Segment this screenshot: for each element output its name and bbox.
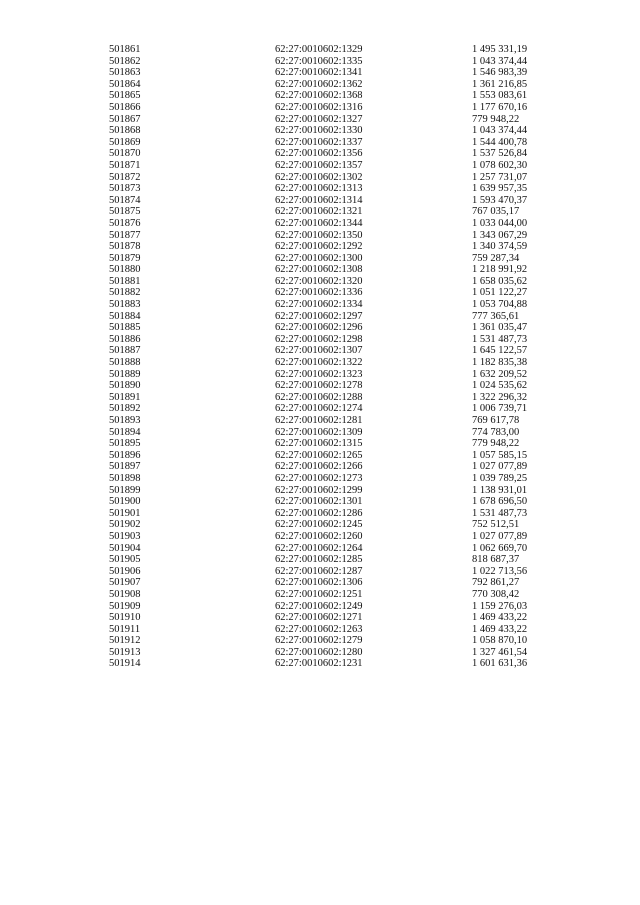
cadastral-number: 62:27:0010602:1265: [275, 449, 363, 461]
cadastral-value: 1 024 535,62: [472, 380, 528, 392]
table-row: [109, 241, 572, 253]
cadastral-number: 62:27:0010602:1251: [275, 588, 363, 600]
cadastral-value: 767 035,17: [472, 206, 520, 218]
cadastral-value: 1 182 835,38: [472, 357, 528, 369]
row-number: 501887: [109, 345, 141, 357]
row-number: 501897: [109, 461, 141, 473]
row-number: 501892: [109, 403, 141, 415]
cadastral-value: 1 658 035,62: [472, 275, 528, 287]
cadastral-value: 1 531 487,73: [472, 507, 528, 519]
cadastral-number: 62:27:0010602:1288: [275, 391, 363, 403]
row-number: 501906: [109, 565, 141, 577]
row-number: 501885: [109, 322, 141, 334]
table-row: [109, 438, 572, 450]
table-row: [109, 322, 572, 334]
cadastral-number: 62:27:0010602:1300: [275, 252, 363, 264]
table-row: [109, 485, 572, 497]
table-row: [109, 345, 572, 357]
table-row: [109, 589, 572, 601]
table-row: [109, 543, 572, 555]
cadastral-value: 1 033 044,00: [472, 217, 528, 229]
table-row: [109, 601, 572, 613]
row-number: 501902: [109, 519, 141, 531]
table-row: [109, 102, 572, 114]
cadastral-value: 1 022 713,56: [472, 565, 528, 577]
cadastral-value: 1 537 526,84: [472, 148, 528, 160]
cadastral-value: 1 039 789,25: [472, 472, 528, 484]
cadastral-number: 62:27:0010602:1350: [275, 229, 363, 241]
table-row: [109, 276, 572, 288]
cadastral-number: 62:27:0010602:1335: [275, 55, 363, 67]
row-number: 501891: [109, 391, 141, 403]
table-row: [109, 647, 572, 659]
cadastral-value: 1 043 374,44: [472, 55, 528, 67]
table-row: [109, 44, 572, 56]
row-number: 501899: [109, 484, 141, 496]
table-row: [109, 56, 572, 68]
cadastral-value: 769 617,78: [472, 415, 520, 426]
cadastral-value: 752 512,51: [472, 519, 520, 531]
table-row: [109, 299, 572, 311]
cadastral-number: 62:27:0010602:1334: [275, 299, 363, 311]
table-row: [109, 264, 572, 276]
table-row: [109, 566, 572, 578]
row-number: 501874: [109, 194, 141, 206]
cadastral-number: 62:27:0010602:1278: [275, 380, 363, 392]
row-number: 501863: [109, 67, 141, 79]
table-row: [109, 334, 572, 346]
cadastral-value: 1 495 331,19: [472, 44, 528, 55]
cadastral-number: 62:27:0010602:1301: [275, 496, 363, 508]
cadastral-value: 1 027 077,89: [472, 461, 528, 473]
cadastral-number: 62:27:0010602:1307: [275, 345, 363, 357]
cadastral-number: 62:27:0010602:1273: [275, 472, 363, 484]
row-number: 501900: [109, 496, 141, 508]
cadastral-number: 62:27:0010602:1357: [275, 159, 363, 171]
table-row: [109, 635, 572, 647]
row-number: 501878: [109, 241, 141, 253]
row-number: 501876: [109, 217, 141, 229]
row-number: 501888: [109, 357, 141, 369]
table-row: [109, 67, 572, 79]
row-number: 501881: [109, 275, 141, 287]
row-number: 501867: [109, 113, 141, 125]
cadastral-value: 774 783,00: [472, 426, 520, 438]
cadastral-value: 1 257 731,07: [472, 171, 528, 183]
row-number: 501862: [109, 55, 141, 67]
cadastral-value: 1 593 470,37: [472, 194, 528, 206]
row-number: 501864: [109, 78, 141, 90]
table-row: [109, 531, 572, 543]
cadastral-number: 62:27:0010602:1263: [275, 623, 363, 635]
cadastral-number: 62:27:0010602:1231: [275, 658, 363, 670]
cadastral-value: 1 078 602,30: [472, 159, 528, 171]
table-row: [109, 369, 572, 381]
cadastral-number: 62:27:0010602:1321: [275, 206, 363, 218]
row-number: 501873: [109, 183, 141, 195]
table-body: [109, 44, 572, 670]
table-row: [109, 183, 572, 195]
cadastral-number: 62:27:0010602:1281: [275, 415, 363, 426]
table-row: [109, 415, 572, 427]
cadastral-number: 62:27:0010602:1344: [275, 217, 363, 229]
row-number: 501883: [109, 299, 141, 311]
cadastral-value: 1 343 067,29: [472, 229, 528, 241]
table-row: [109, 172, 572, 184]
row-number: 501901: [109, 507, 141, 519]
cadastral-value: 1 544 400,78: [472, 136, 528, 148]
cadastral-number: 62:27:0010602:1287: [275, 565, 363, 577]
table-row: [109, 392, 572, 404]
table-row: [109, 206, 572, 218]
cadastral-number: 62:27:0010602:1296: [275, 322, 363, 334]
cadastral-number: 62:27:0010602:1362: [275, 78, 363, 90]
row-number: 501914: [109, 658, 141, 670]
table-row: [109, 658, 572, 670]
cadastral-number: 62:27:0010602:1368: [275, 90, 363, 102]
table-row: [109, 195, 572, 207]
row-number: 501871: [109, 159, 141, 171]
table-row: [109, 311, 572, 323]
cadastral-number: 62:27:0010602:1315: [275, 438, 363, 450]
cadastral-value: 1 177 670,16: [472, 101, 528, 113]
table-row: [109, 427, 572, 439]
row-number: 501911: [109, 623, 141, 635]
row-number: 501898: [109, 472, 141, 484]
row-number: 501913: [109, 646, 141, 658]
cadastral-value: 1 469 433,22: [472, 612, 528, 624]
cadastral-number: 62:27:0010602:1306: [275, 577, 363, 589]
cadastral-value: 1 062 669,70: [472, 542, 528, 554]
row-number: 501910: [109, 612, 141, 624]
table-row: [109, 496, 572, 508]
cadastral-value: 1 469 433,22: [472, 623, 528, 635]
table-row: [109, 461, 572, 473]
cadastral-number: 62:27:0010602:1292: [275, 241, 363, 253]
row-number: 501868: [109, 125, 141, 137]
cadastral-number: 62:27:0010602:1323: [275, 368, 363, 380]
row-number: 501908: [109, 588, 141, 600]
cadastral-number: 62:27:0010602:1313: [275, 183, 363, 195]
table-row: [109, 287, 572, 299]
cadastral-number: 62:27:0010602:1356: [275, 148, 363, 160]
table-row: [109, 612, 572, 624]
table-row: [109, 79, 572, 91]
cadastral-number: 62:27:0010602:1330: [275, 125, 363, 137]
cadastral-number: 62:27:0010602:1280: [275, 646, 363, 658]
row-number: 501872: [109, 171, 141, 183]
cadastral-number: 62:27:0010602:1274: [275, 403, 363, 415]
cadastral-number: 62:27:0010602:1271: [275, 612, 363, 624]
cadastral-value: 1 322 296,32: [472, 391, 528, 403]
table-row: [109, 218, 572, 230]
row-number: 501886: [109, 333, 141, 345]
row-number: 501904: [109, 542, 141, 554]
cadastral-value: 779 948,22: [472, 438, 520, 450]
row-number: 501907: [109, 577, 141, 589]
cadastral-value: 1 043 374,44: [472, 125, 528, 137]
table-row: [109, 148, 572, 160]
table-row: [109, 473, 572, 485]
cadastral-value: 1 361 216,85: [472, 78, 528, 90]
cadastral-value: 1 159 276,03: [472, 600, 528, 612]
row-number: 501875: [109, 206, 141, 218]
cadastral-value: 1 051 122,27: [472, 287, 528, 299]
table-row: [109, 403, 572, 415]
table-row: [109, 125, 572, 137]
row-number: 501877: [109, 229, 141, 241]
cadastral-value: 1 027 077,89: [472, 530, 528, 542]
cadastral-value: 1 006 739,71: [472, 403, 528, 415]
cadastral-value: 1 057 585,15: [472, 449, 528, 461]
cadastral-value: 1 632 209,52: [472, 368, 528, 380]
table-row: [109, 624, 572, 636]
cadastral-number: 62:27:0010602:1322: [275, 357, 363, 369]
cadastral-number: 62:27:0010602:1266: [275, 461, 363, 473]
cadastral-number: 62:27:0010602:1308: [275, 264, 363, 276]
table-row: [109, 160, 572, 172]
cadastral-value: 818 687,37: [472, 554, 520, 566]
row-number: 501890: [109, 380, 141, 392]
cadastral-value: 1 058 870,10: [472, 635, 528, 647]
cadastral-number: 62:27:0010602:1336: [275, 287, 363, 299]
cadastral-number: 62:27:0010602:1286: [275, 507, 363, 519]
cadastral-value: 1 531 487,73: [472, 333, 528, 345]
cadastral-value: 1 645 122,57: [472, 345, 528, 357]
cadastral-value: 792 861,27: [472, 577, 520, 589]
table-row: [109, 450, 572, 462]
cadastral-number: 62:27:0010602:1279: [275, 635, 363, 647]
row-number: 501896: [109, 449, 141, 461]
cadastral-number: 62:27:0010602:1285: [275, 554, 363, 566]
row-number: 501905: [109, 554, 141, 566]
cadastral-number: 62:27:0010602:1245: [275, 519, 363, 531]
cadastral-number: 62:27:0010602:1320: [275, 275, 363, 287]
row-number: 501866: [109, 101, 141, 113]
cadastral-number: 62:27:0010602:1341: [275, 67, 363, 79]
row-number: 501884: [109, 310, 141, 322]
cadastral-number: 62:27:0010602:1337: [275, 136, 363, 148]
row-number: 501879: [109, 252, 141, 264]
cadastral-number: 62:27:0010602:1329: [275, 44, 363, 55]
row-number: 501889: [109, 368, 141, 380]
row-number: 501909: [109, 600, 141, 612]
table-row: [109, 90, 572, 102]
cadastral-value: 1 601 631,36: [472, 658, 528, 670]
cadastral-number: 62:27:0010602:1316: [275, 101, 363, 113]
table-row: [109, 577, 572, 589]
row-number: 501870: [109, 148, 141, 160]
row-number: 501880: [109, 264, 141, 276]
cadastral-value: 779 948,22: [472, 113, 520, 125]
cadastral-value: 770 308,42: [472, 588, 520, 600]
row-number: 501869: [109, 136, 141, 148]
table-row: [109, 114, 572, 126]
cadastral-number: 62:27:0010602:1298: [275, 333, 363, 345]
cadastral-number: 62:27:0010602:1249: [275, 600, 363, 612]
cadastral-number: 62:27:0010602:1264: [275, 542, 363, 554]
table-row: [109, 137, 572, 149]
cadastral-value: 1 218 991,92: [472, 264, 528, 276]
cadastral-value: 1 678 696,50: [472, 496, 528, 508]
row-number: 501865: [109, 90, 141, 102]
cadastral-value: 1 361 035,47: [472, 322, 528, 334]
table-row: [109, 519, 572, 531]
row-number: 501861: [109, 44, 141, 55]
cadastral-number: 62:27:0010602:1327: [275, 113, 363, 125]
table-row: [109, 253, 572, 265]
cadastral-value: 1 340 374,59: [472, 241, 528, 253]
cadastral-value: 777 365,61: [472, 310, 520, 322]
table-row: [109, 357, 572, 369]
table-row: [109, 230, 572, 242]
row-number: 501903: [109, 530, 141, 542]
table-row: [109, 554, 572, 566]
row-number: 501912: [109, 635, 141, 647]
cadastral-value: 1 553 083,61: [472, 90, 528, 102]
cadastral-value-table: [109, 44, 572, 670]
cadastral-number: 62:27:0010602:1297: [275, 310, 363, 322]
row-number: 501882: [109, 287, 141, 299]
table-row: [109, 508, 572, 520]
row-number: 501894: [109, 426, 141, 438]
cadastral-value: 759 287,34: [472, 252, 520, 264]
cadastral-value: 1 327 461,54: [472, 646, 528, 658]
cadastral-value: 1 546 983,39: [472, 67, 528, 79]
cadastral-number: 62:27:0010602:1309: [275, 426, 363, 438]
cadastral-number: 62:27:0010602:1299: [275, 484, 363, 496]
cadastral-number: 62:27:0010602:1260: [275, 530, 363, 542]
cadastral-value: 1 053 704,88: [472, 299, 528, 311]
row-number: 501893: [109, 415, 141, 426]
cadastral-value: 1 138 931,01: [472, 484, 528, 496]
cadastral-number: 62:27:0010602:1302: [275, 171, 363, 183]
cadastral-number: 62:27:0010602:1314: [275, 194, 363, 206]
row-number: 501895: [109, 438, 141, 450]
cadastral-value: 1 639 957,35: [472, 183, 528, 195]
table-row: [109, 380, 572, 392]
